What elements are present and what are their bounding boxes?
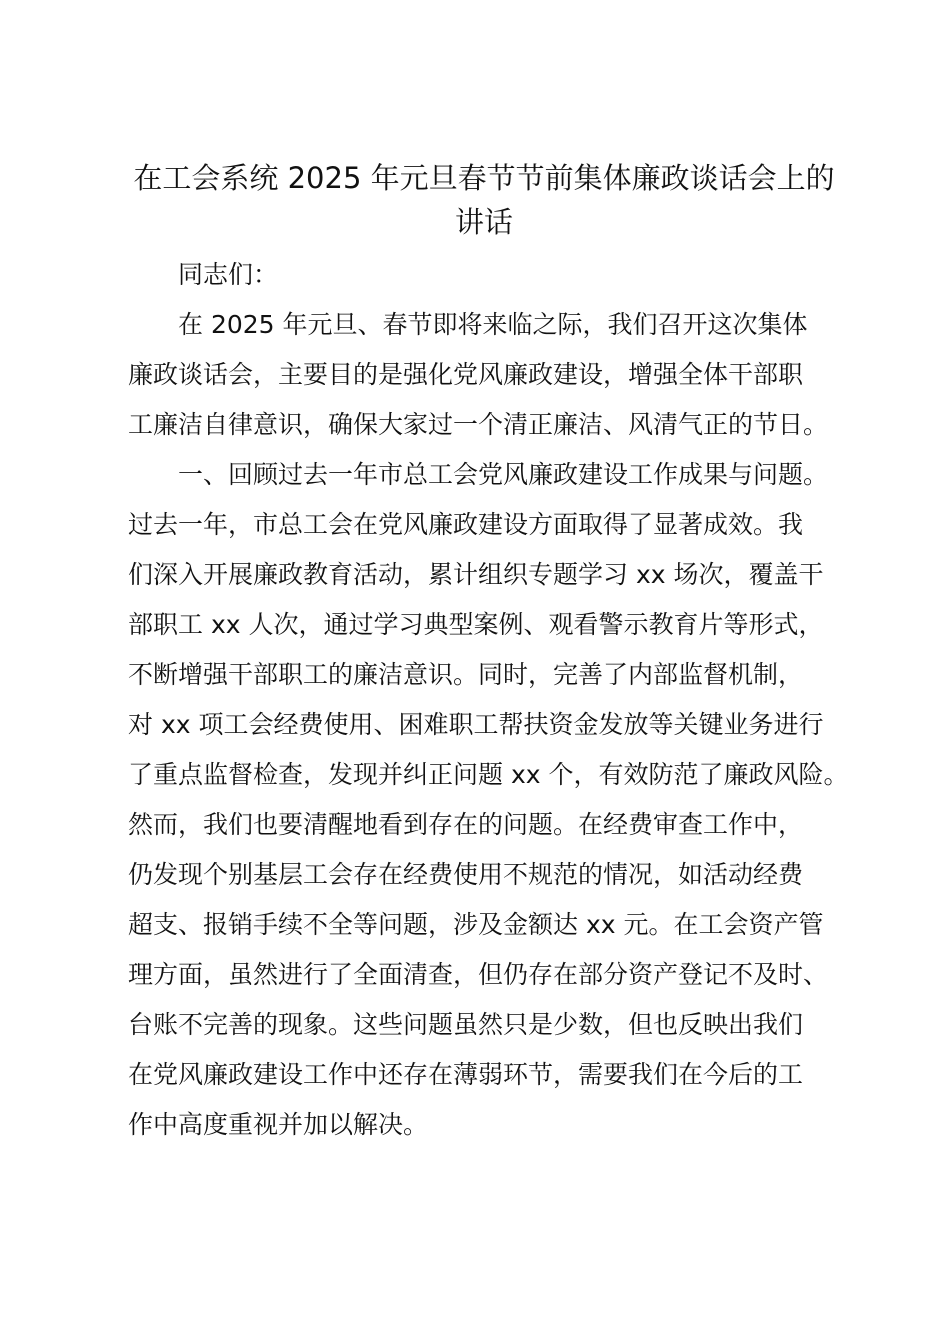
paragraph-review	[128, 450, 849, 1150]
text-line: 们深入开展廉政教育活动，累计组织专题学习 xx 场次，覆盖干	[128, 560, 824, 589]
document-page	[128, 156, 849, 1150]
paragraph-intro	[128, 300, 840, 450]
text-line: 工廉洁自律意识，确保大家过一个清正廉洁、风清气正的节日。	[128, 410, 829, 439]
text-line: 不断增强干部职工的廉洁意识。同时，完善了内部监督机制，	[128, 660, 804, 689]
greeting: 同志们：	[178, 260, 279, 289]
text-line: 然而，我们也要清醒地看到存在的问题。在经费审查工作中，	[128, 810, 804, 839]
text-line: 在党风廉政建设工作中还存在薄弱环节，需要我们在今后的工	[128, 1060, 804, 1089]
text-line: 仍发现个别基层工会存在经费使用不规范的情况，如活动经费	[128, 860, 804, 889]
text-line: 作中高度重视并加以解决。	[128, 1110, 429, 1139]
title-line-2: 讲话	[454, 205, 513, 239]
text-line: 台账不完善的现象。这些问题虽然只是少数，但也反映出我们	[128, 1010, 804, 1039]
document-title	[128, 156, 840, 244]
text-line: 一、回顾过去一年市总工会党风廉政建设工作成果与问题。	[178, 460, 829, 489]
text-line: 在 2025 年元旦、春节即将来临之际，我们召开这次集体	[178, 310, 808, 339]
text-line: 对 xx 项工会经费使用、困难职工帮扶资金发放等关键业务进行	[128, 710, 824, 739]
text-line: 了重点监督检查，发现并纠正问题 xx 个，有效防范了廉政风险。	[128, 760, 849, 789]
text-line: 部职工 xx 人次，通过学习典型案例、观看警示教育片等形式，	[128, 610, 824, 639]
text-line: 廉政谈话会，主要目的是强化党风廉政建设，增强全体干部职	[128, 360, 804, 389]
text-line: 理方面，虽然进行了全面清查，但仍存在部分资产登记不及时、	[128, 960, 829, 989]
text-line: 超支、报销手续不全等问题，涉及金额达 xx 元。在工会资产管	[128, 910, 824, 939]
title-line-1: 在工会系统 2025 年元旦春节节前集体廉政谈话会上的	[133, 161, 835, 195]
text-line: 过去一年，市总工会在党风廉政建设方面取得了显著成效。我	[128, 510, 804, 539]
